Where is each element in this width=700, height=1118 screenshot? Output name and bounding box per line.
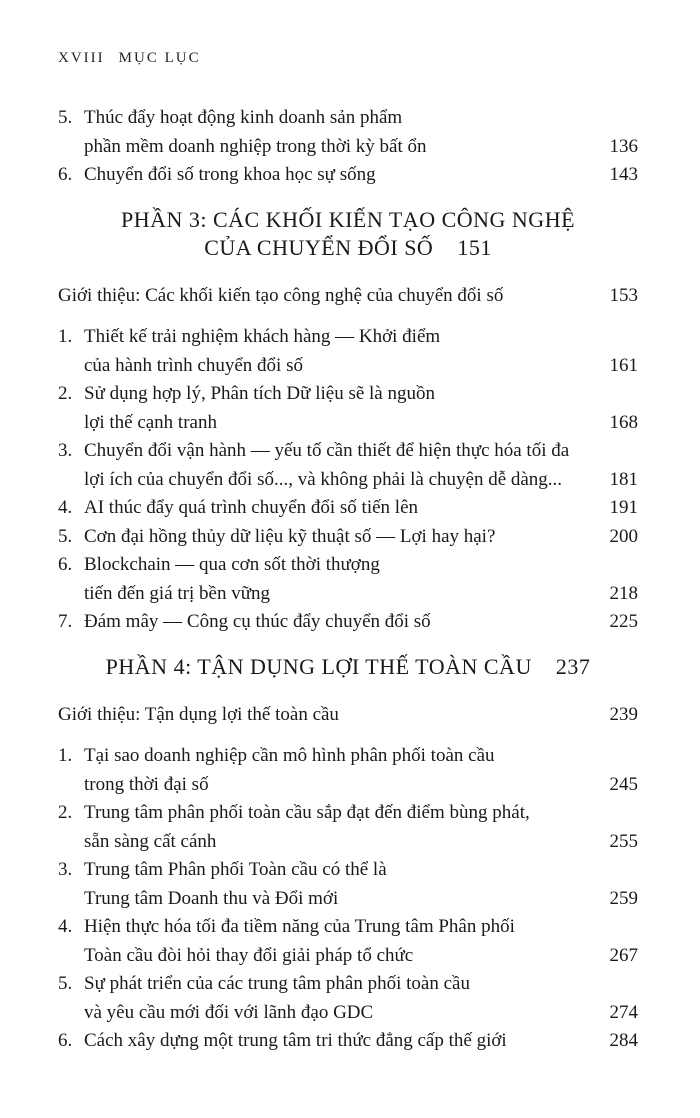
part-4-intro-entry[interactable] bbox=[58, 701, 638, 730]
toc-entry[interactable] bbox=[58, 608, 638, 637]
entry-title-line: Sử dụng hợp lý, Phân tích Dữ liệu sẽ là nguồn bbox=[84, 383, 435, 404]
entry-title-line: Chuyển đổi số trong khoa học sự sống bbox=[84, 164, 376, 185]
entry-title-line: của hành trình chuyển đổi số bbox=[84, 354, 303, 376]
entry-page-number: 267 bbox=[609, 944, 638, 966]
entry-title-line: tiến đến giá trị bền vững bbox=[84, 582, 271, 604]
entry-number: 2. bbox=[58, 802, 73, 823]
entry-title-line: Blockchain — qua cơn sốt thời thượng bbox=[84, 554, 380, 575]
part-4-entries bbox=[58, 742, 638, 1056]
intro-page-number: 153 bbox=[609, 284, 638, 306]
part-4-heading[interactable] bbox=[58, 653, 638, 681]
entry-page-number: 218 bbox=[609, 582, 638, 604]
toc-entry[interactable] bbox=[58, 970, 638, 1027]
toc-entry[interactable] bbox=[58, 551, 638, 608]
entry-title-line: Cách xây dựng một trung tâm tri thức đẳng cấp thế giới bbox=[84, 1030, 507, 1051]
entry-title-line: Trung tâm Phân phối Toàn cầu có thể là bbox=[84, 859, 387, 880]
toc-entry[interactable] bbox=[58, 799, 638, 856]
toc-group-a bbox=[58, 104, 638, 190]
entry-title-line: Thúc đẩy hoạt động kinh doanh sản phẩm bbox=[84, 107, 403, 128]
entry-page-number: 161 bbox=[609, 354, 638, 376]
entry-number: 6. bbox=[58, 554, 73, 575]
entry-title-line: Cơn đại hồng thủy dữ liệu kỹ thuật số — Lợi hay hại? bbox=[84, 525, 496, 547]
part-3-title-line-2: CỦA CHUYỂN ĐỔI SỐ bbox=[204, 234, 434, 260]
toc-entry[interactable] bbox=[58, 913, 638, 970]
entry-title-line: Tại sao doanh nghiệp cần mô hình phân phối toàn cầu bbox=[84, 745, 495, 766]
part-3-intro-entry[interactable] bbox=[58, 282, 638, 311]
intro-title: Giới thiệu: Tận dụng lợi thế toàn cầu bbox=[58, 703, 339, 725]
part-3-page-number: 151 bbox=[457, 234, 492, 260]
toc-entry[interactable] bbox=[58, 161, 638, 190]
entry-title-line: AI thúc đẩy quá trình chuyển đổi số tiến lên bbox=[84, 497, 419, 518]
entry-title-line: Chuyển đổi vận hành — yếu tố cần thiết để hiện thực hóa tối đa bbox=[84, 440, 570, 461]
entry-number: 3. bbox=[58, 440, 73, 461]
entry-number: 5. bbox=[58, 525, 73, 547]
toc-entry[interactable] bbox=[58, 742, 638, 799]
toc-entry[interactable] bbox=[58, 494, 638, 523]
entry-number: 5. bbox=[58, 107, 73, 128]
toc-entry[interactable] bbox=[58, 323, 638, 380]
entry-page-number: 181 bbox=[609, 468, 638, 490]
entry-page-number: 245 bbox=[609, 773, 638, 795]
entry-number: 1. bbox=[58, 326, 73, 347]
part-3-entries bbox=[58, 323, 638, 637]
entry-number: 7. bbox=[58, 611, 73, 632]
entry-number: 2. bbox=[58, 383, 73, 404]
running-title: MỤC LỤC bbox=[118, 50, 201, 66]
entry-title-line: Trung tâm Doanh thu và Đổi mới bbox=[84, 887, 339, 909]
entry-title-line: và yêu cầu mới đối với lãnh đạo GDC bbox=[84, 1001, 374, 1023]
running-head bbox=[58, 50, 201, 67]
entry-title-line: Thiết kế trải nghiệm khách hàng — Khởi điểm bbox=[84, 326, 441, 347]
toc-entry[interactable] bbox=[58, 437, 638, 494]
entry-title-line: Sự phát triển của các trung tâm phân phối toàn cầu bbox=[84, 973, 470, 994]
entry-number: 4. bbox=[58, 916, 73, 937]
entry-number: 4. bbox=[58, 497, 73, 518]
entry-page-number: 284 bbox=[609, 1030, 638, 1051]
part-3-title-line-1: PHẦN 3: CÁC KHỐI KIẾN TẠO CÔNG NGHỆ bbox=[120, 206, 576, 232]
entry-page-number: 225 bbox=[609, 611, 638, 632]
page-label: XVIII bbox=[58, 50, 105, 66]
entry-number: 6. bbox=[58, 164, 73, 185]
toc-entry[interactable] bbox=[58, 523, 638, 552]
entry-page-number: 274 bbox=[609, 1001, 638, 1023]
entry-page-number: 255 bbox=[609, 830, 638, 852]
intro-page-number: 239 bbox=[609, 703, 638, 725]
toc-entry[interactable] bbox=[58, 1027, 638, 1056]
toc-entry[interactable] bbox=[58, 856, 638, 913]
entry-page-number: 200 bbox=[609, 525, 638, 547]
entry-title-line: sẵn sàng cất cánh bbox=[84, 830, 217, 852]
toc-entry[interactable] bbox=[58, 104, 638, 161]
entry-title-line: trong thời đại số bbox=[84, 773, 209, 795]
entry-title-line: lợi ích của chuyển đổi số..., và không phải là chuyện dễ dàng... bbox=[84, 468, 563, 490]
entry-title-line: Đám mây — Công cụ thúc đẩy chuyển đổi số bbox=[84, 611, 431, 632]
intro-title: Giới thiệu: Các khối kiến tạo công nghệ của chuyển đổi số bbox=[58, 284, 504, 306]
part-4-title: PHẦN 4: TẬN DỤNG LỢI THẾ TOÀN CẦU bbox=[105, 653, 532, 679]
entry-page-number: 136 bbox=[609, 135, 638, 157]
entry-page-number: 143 bbox=[609, 164, 638, 185]
entry-title-line: Toàn cầu đòi hỏi thay đổi giải pháp tổ chức bbox=[84, 944, 414, 966]
part-4-page-number: 237 bbox=[555, 653, 591, 679]
entry-title-line: phần mềm doanh nghiệp trong thời kỳ bất ổn bbox=[84, 135, 427, 157]
table-of-contents bbox=[58, 104, 638, 1056]
entry-page-number: 191 bbox=[609, 497, 638, 518]
entry-number: 6. bbox=[58, 1030, 73, 1051]
entry-title-line: lợi thế cạnh tranh bbox=[84, 411, 217, 433]
part-3-heading[interactable] bbox=[58, 206, 638, 262]
entry-number: 1. bbox=[58, 745, 73, 766]
entry-number: 5. bbox=[58, 973, 73, 994]
entry-page-number: 259 bbox=[609, 887, 638, 909]
entry-page-number: 168 bbox=[609, 411, 638, 433]
entry-number: 3. bbox=[58, 859, 73, 880]
entry-title-line: Trung tâm phân phối toàn cầu sắp đạt đến điểm bùng phát, bbox=[84, 802, 530, 823]
toc-entry[interactable] bbox=[58, 380, 638, 437]
entry-title-line: Hiện thực hóa tối đa tiềm năng của Trung tâm Phân phối bbox=[84, 916, 515, 937]
